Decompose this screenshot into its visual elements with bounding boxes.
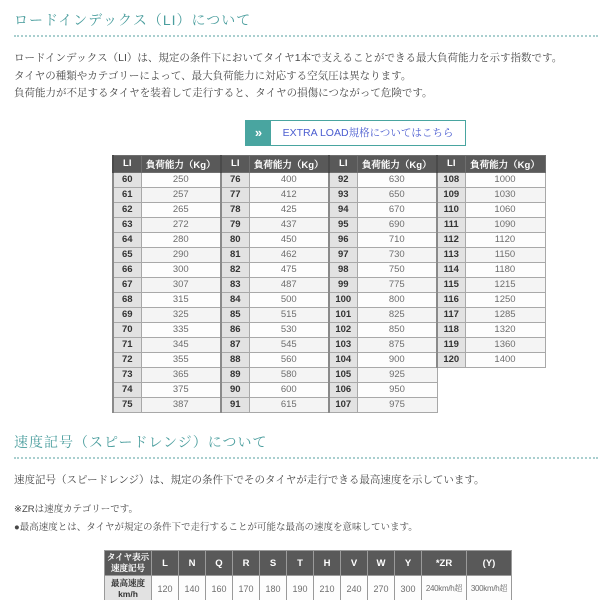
load-cell: 425 — [249, 202, 329, 217]
load-cell: 375 — [141, 382, 221, 397]
load-index-table-body — [113, 172, 545, 412]
load-index-row — [113, 172, 545, 187]
load-cell: 925 — [357, 367, 437, 382]
li-paragraph-3: 負荷能力が不足するタイヤを装着して走行すると、タイヤの損傷につながって危険です。 — [14, 87, 433, 99]
load-index-row — [113, 202, 545, 217]
load-cell: 670 — [357, 202, 437, 217]
speed-symbol-header-cell: R — [233, 551, 260, 576]
li-cell: 105 — [329, 367, 357, 382]
li-cell: 90 — [221, 382, 249, 397]
load-cell: 1360 — [465, 337, 545, 352]
li-cell: 95 — [329, 217, 357, 232]
load-cell: 300 — [141, 262, 221, 277]
speed-section-title: 速度記号（スピードレンジ）について — [14, 433, 268, 450]
speed-note-zr: ※ZRは速度カテゴリーです。 — [14, 504, 138, 515]
load-cell: 1250 — [465, 292, 545, 307]
li-cell: 106 — [329, 382, 357, 397]
load-cell: 580 — [249, 367, 329, 382]
li-cell: 97 — [329, 247, 357, 262]
load-cell: 1215 — [465, 277, 545, 292]
li-cell: 76 — [221, 172, 249, 187]
blank-cell — [465, 367, 545, 382]
li-cell: 75 — [113, 397, 141, 412]
max-speed-cell: 160 — [206, 576, 233, 600]
max-speed-cell: 120 — [152, 576, 179, 600]
load-index-table-header — [113, 155, 545, 172]
load-cell: 710 — [357, 232, 437, 247]
load-cell: 545 — [249, 337, 329, 352]
load-cell: 560 — [249, 352, 329, 367]
load-cell: 850 — [357, 322, 437, 337]
load-index-row — [113, 217, 545, 232]
load-cell: 265 — [141, 202, 221, 217]
load-header-cell: 負荷能力（Kg） — [141, 155, 221, 172]
load-index-row — [113, 292, 545, 307]
li-cell: 64 — [113, 232, 141, 247]
extra-load-link-button[interactable] — [245, 120, 466, 146]
li-cell: 104 — [329, 352, 357, 367]
speed-symbol-header-cell: *ZR — [422, 551, 467, 576]
blank-cell — [437, 367, 465, 382]
li-cell: 71 — [113, 337, 141, 352]
load-cell: 1285 — [465, 307, 545, 322]
li-cell: 79 — [221, 217, 249, 232]
li-cell: 74 — [113, 382, 141, 397]
li-cell: 112 — [437, 232, 465, 247]
load-cell: 355 — [141, 352, 221, 367]
load-cell: 975 — [357, 397, 437, 412]
li-header-cell: LI — [113, 155, 141, 172]
blank-cell — [437, 397, 465, 412]
load-index-row — [113, 352, 545, 367]
load-cell: 450 — [249, 232, 329, 247]
load-index-row — [113, 382, 545, 397]
load-index-row — [113, 397, 545, 412]
li-cell: 114 — [437, 262, 465, 277]
li-cell: 102 — [329, 322, 357, 337]
load-index-row — [113, 232, 545, 247]
li-header-cell: LI — [221, 155, 249, 172]
speed-section-paragraphs — [0, 472, 600, 490]
max-speed-cell: 300km/h超 — [467, 576, 512, 600]
load-cell: 475 — [249, 262, 329, 277]
load-cell: 437 — [249, 217, 329, 232]
load-cell: 487 — [249, 277, 329, 292]
max-speed-cell: 240km/h超 — [422, 576, 467, 600]
load-index-row — [113, 277, 545, 292]
load-cell: 690 — [357, 217, 437, 232]
speed-symbol-header-cell: S — [260, 551, 287, 576]
load-index-row — [113, 187, 545, 202]
load-cell: 530 — [249, 322, 329, 337]
li-cell: 80 — [221, 232, 249, 247]
max-speed-cell: 210 — [314, 576, 341, 600]
li-cell: 103 — [329, 337, 357, 352]
load-cell: 280 — [141, 232, 221, 247]
li-cell: 119 — [437, 337, 465, 352]
li-cell: 84 — [221, 292, 249, 307]
li-cell: 86 — [221, 322, 249, 337]
load-cell: 412 — [249, 187, 329, 202]
load-cell: 950 — [357, 382, 437, 397]
load-cell: 630 — [357, 172, 437, 187]
li-cell: 110 — [437, 202, 465, 217]
li-cell: 109 — [437, 187, 465, 202]
load-cell: 1090 — [465, 217, 545, 232]
max-speed-cell: 140 — [179, 576, 206, 600]
load-cell: 730 — [357, 247, 437, 262]
load-header-cell: 負荷能力（Kg） — [249, 155, 329, 172]
load-cell: 257 — [141, 187, 221, 202]
load-cell: 1120 — [465, 232, 545, 247]
page — [0, 10, 600, 600]
li-cell: 113 — [437, 247, 465, 262]
speed-table-header — [105, 551, 512, 576]
li-cell: 69 — [113, 307, 141, 322]
load-cell: 250 — [141, 172, 221, 187]
max-speed-cell: 170 — [233, 576, 260, 600]
li-cell: 89 — [221, 367, 249, 382]
speed-symbol-header-cell: H — [314, 551, 341, 576]
li-cell: 120 — [437, 352, 465, 367]
li-header-cell: LI — [437, 155, 465, 172]
load-cell: 1030 — [465, 187, 545, 202]
load-cell: 325 — [141, 307, 221, 322]
li-cell: 101 — [329, 307, 357, 322]
load-cell: 1000 — [465, 172, 545, 187]
li-cell: 107 — [329, 397, 357, 412]
li-section-paragraphs — [0, 50, 600, 103]
load-cell: 365 — [141, 367, 221, 382]
li-cell: 93 — [329, 187, 357, 202]
speed-symbol-table — [104, 550, 512, 600]
li-paragraph-1: ロードインデックス（LI）は、規定の条件下においてタイヤ1本で支えることができる最大負荷能力を示す指数です。 — [14, 52, 563, 64]
load-cell: 345 — [141, 337, 221, 352]
load-cell: 400 — [249, 172, 329, 187]
load-cell: 650 — [357, 187, 437, 202]
load-index-row — [113, 322, 545, 337]
li-cell: 68 — [113, 292, 141, 307]
li-cell: 78 — [221, 202, 249, 217]
load-cell: 500 — [249, 292, 329, 307]
load-cell: 1320 — [465, 322, 545, 337]
load-cell: 750 — [357, 262, 437, 277]
speed-symbol-header-cell: W — [368, 551, 395, 576]
li-cell: 115 — [437, 277, 465, 292]
li-cell: 111 — [437, 217, 465, 232]
speed-symbol-header-cell: N — [179, 551, 206, 576]
speed-symbol-header-cell: Q — [206, 551, 233, 576]
max-speed-cell: 190 — [287, 576, 314, 600]
li-cell: 96 — [329, 232, 357, 247]
speed-note-max: ●最高速度とは、タイヤが規定の条件下で走行することが可能な最高の速度を意味しています。 — [14, 521, 418, 533]
speed-table-body — [105, 576, 512, 600]
load-cell: 900 — [357, 352, 437, 367]
max-speed-cell: 180 — [260, 576, 287, 600]
dotted-divider-2 — [14, 457, 598, 459]
li-cell: 60 — [113, 172, 141, 187]
load-cell: 825 — [357, 307, 437, 322]
li-cell: 70 — [113, 322, 141, 337]
load-header-cell: 負荷能力（Kg） — [357, 155, 437, 172]
li-cell: 63 — [113, 217, 141, 232]
load-cell: 515 — [249, 307, 329, 322]
load-cell: 1400 — [465, 352, 545, 367]
li-cell: 88 — [221, 352, 249, 367]
load-index-row — [113, 307, 545, 322]
max-speed-cell: 270 — [368, 576, 395, 600]
load-cell: 875 — [357, 337, 437, 352]
speed-paragraph: 速度記号（スピードレンジ）は、規定の条件下でそのタイヤが走行できる最高速度を示しています。 — [14, 473, 485, 486]
li-cell: 116 — [437, 292, 465, 307]
li-cell: 94 — [329, 202, 357, 217]
li-section-title: ロードインデックス（LI）について — [14, 12, 252, 28]
speed-symbol-header-cell: V — [341, 551, 368, 576]
speed-symbol-header-cell: L — [152, 551, 179, 576]
li-cell: 99 — [329, 277, 357, 292]
max-speed-cell: 240 — [341, 576, 368, 600]
li-cell: 67 — [113, 277, 141, 292]
load-cell: 1060 — [465, 202, 545, 217]
load-cell: 307 — [141, 277, 221, 292]
li-cell: 85 — [221, 307, 249, 322]
load-index-row — [113, 247, 545, 262]
load-cell: 1150 — [465, 247, 545, 262]
li-cell: 81 — [221, 247, 249, 262]
li-cell: 73 — [113, 367, 141, 382]
load-cell: 315 — [141, 292, 221, 307]
speed-symbol-header-cell: T — [287, 551, 314, 576]
extra-load-link-label: EXTRA LOAD規格についてはこちら — [282, 127, 454, 139]
li-cell: 66 — [113, 262, 141, 277]
li-cell: 91 — [221, 397, 249, 412]
blank-cell — [437, 382, 465, 397]
blank-cell — [465, 397, 545, 412]
li-header-cell: LI — [329, 155, 357, 172]
load-index-table — [112, 155, 546, 413]
max-speed-row — [105, 576, 512, 600]
li-cell: 108 — [437, 172, 465, 187]
speed-table-corner-label: タイヤ表示 速度記号 — [105, 551, 152, 576]
max-speed-row-label: 最高速度 km/h — [105, 576, 152, 600]
li-cell: 61 — [113, 187, 141, 202]
max-speed-cell: 300 — [395, 576, 422, 600]
load-cell: 335 — [141, 322, 221, 337]
load-cell: 290 — [141, 247, 221, 262]
li-cell: 82 — [221, 262, 249, 277]
load-index-row — [113, 262, 545, 277]
speed-symbol-header-cell: Y — [395, 551, 422, 576]
li-paragraph-2: タイヤの種類やカテゴリーによって、最大負荷能力に対応する空気圧は異なります。 — [14, 69, 412, 82]
load-cell: 775 — [357, 277, 437, 292]
blank-cell — [465, 382, 545, 397]
li-cell: 83 — [221, 277, 249, 292]
li-cell: 92 — [329, 172, 357, 187]
li-cell: 118 — [437, 322, 465, 337]
load-cell: 272 — [141, 217, 221, 232]
load-cell: 615 — [249, 397, 329, 412]
load-cell: 800 — [357, 292, 437, 307]
li-cell: 117 — [437, 307, 465, 322]
li-cell: 62 — [113, 202, 141, 217]
li-cell: 98 — [329, 262, 357, 277]
load-index-row — [113, 337, 545, 352]
li-cell: 72 — [113, 352, 141, 367]
double-chevron-icon: » — [246, 121, 271, 145]
load-cell: 462 — [249, 247, 329, 262]
load-index-row — [113, 367, 545, 382]
li-cell: 87 — [221, 337, 249, 352]
dotted-divider — [14, 35, 598, 37]
load-cell: 600 — [249, 382, 329, 397]
speed-symbol-header-cell: (Y) — [467, 551, 512, 576]
load-header-cell: 負荷能力（Kg） — [465, 155, 545, 172]
li-cell: 77 — [221, 187, 249, 202]
speed-section-notes — [0, 501, 600, 536]
li-cell: 100 — [329, 292, 357, 307]
li-cell: 65 — [113, 247, 141, 262]
load-cell: 1180 — [465, 262, 545, 277]
load-cell: 387 — [141, 397, 221, 412]
